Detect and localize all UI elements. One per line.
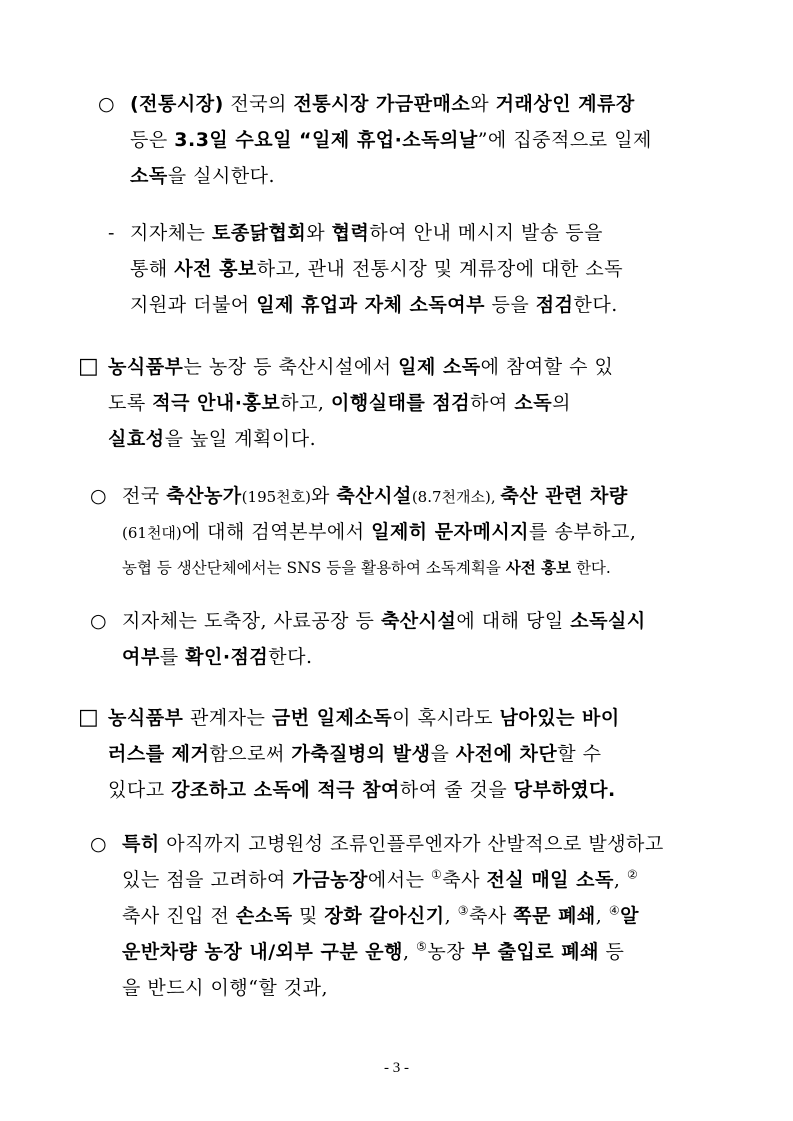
paragraph-ministry-plan xyxy=(108,349,716,457)
text-line: 농식품부는 농장 등 축산시설에서 일제 소독에 참여할 수 있 xyxy=(108,356,614,378)
square-bullet: □ xyxy=(78,354,99,379)
paragraph-local-government xyxy=(130,215,716,323)
text-line: 운반차량 농장 내/외부 구분 운행, ⑤농장 부 출입로 폐쇄 등 xyxy=(122,939,625,963)
text-line: 농식품부 관계자는 금번 일제소독이 혹시라도 남아있는 바이 xyxy=(108,707,620,729)
paragraph-sms-notice xyxy=(122,478,716,586)
text-line: 특히 아직까지 고병원성 조류인플루엔자가 산발적으로 발생하고 xyxy=(122,833,664,855)
circle-bullet: ○ xyxy=(90,485,107,507)
circle-bullet: ○ xyxy=(90,610,107,632)
paragraph-facility-check xyxy=(122,603,716,675)
text-line: 러스를 제거함으로써 가축질병의 발생을 사전에 차단할 수 xyxy=(108,743,602,765)
circle-bullet: ○ xyxy=(90,833,107,855)
text-line: 소독을 실시한다. xyxy=(130,165,276,187)
circle-bullet: ○ xyxy=(98,93,115,115)
text-line: (전통시장) 전국의 전통시장 가금판매소와 거래상인 계류장 xyxy=(130,93,635,115)
text-line: 지자체는 도축장, 사료공장 등 축산시설에 대해 당일 소독실시 xyxy=(122,610,646,632)
text-line: (61천대)에 대해 검역본부에서 일제히 문자메시지를 송부하고, xyxy=(122,521,637,543)
text-line: 실효성을 높일 계획이다. xyxy=(108,428,317,450)
text-line: 지원과 더불어 일제 휴업과 자체 소독여부 등을 점검한다. xyxy=(130,294,618,316)
page-number: - 3 - xyxy=(384,1060,409,1076)
dash-bullet: - xyxy=(108,222,115,244)
text-line: 전국 축산농가(195천호)와 축산시설(8.7천개소), 축산 관련 차량 xyxy=(122,485,628,507)
text-line: 농협 등 생산단체에서는 SNS 등을 활용하여 소독계획을 사전 홍보 한다. xyxy=(122,559,611,577)
text-line: 축사 진입 전 손소독 및 장화 갈아신기, ③축사 쪽문 폐쇄, ④알 xyxy=(122,903,639,927)
paragraph-poultry-farm-rules xyxy=(122,826,716,1006)
text-line: 있는 점을 고려하여 가금농장에서는 ①축사 전실 매일 소독, ② xyxy=(122,867,639,891)
text-line: 등은 3.3일 수요일 “일제 휴업·소독의날”에 집중적으로 일제 xyxy=(130,129,652,151)
text-line: 있다고 강조하고 소독에 적극 참여하여 줄 것을 당부하였다. xyxy=(108,779,616,801)
text-line: 을 반드시 이행“할 것과, xyxy=(122,977,329,999)
paragraph-traditional-market xyxy=(130,86,716,194)
square-bullet: □ xyxy=(78,705,99,730)
paragraph-ministry-appeal xyxy=(108,700,716,808)
text-line: 도록 적극 안내·홍보하고, 이행실태를 점검하여 소독의 xyxy=(108,392,571,414)
text-line: 지자체는 토종닭협회와 협력하여 안내 메시지 발송 등을 xyxy=(130,222,603,244)
text-line: 여부를 확인·점검한다. xyxy=(122,646,313,668)
text-line: 통해 사전 홍보하고, 관내 전통시장 및 계류장에 대한 소독 xyxy=(130,258,624,280)
